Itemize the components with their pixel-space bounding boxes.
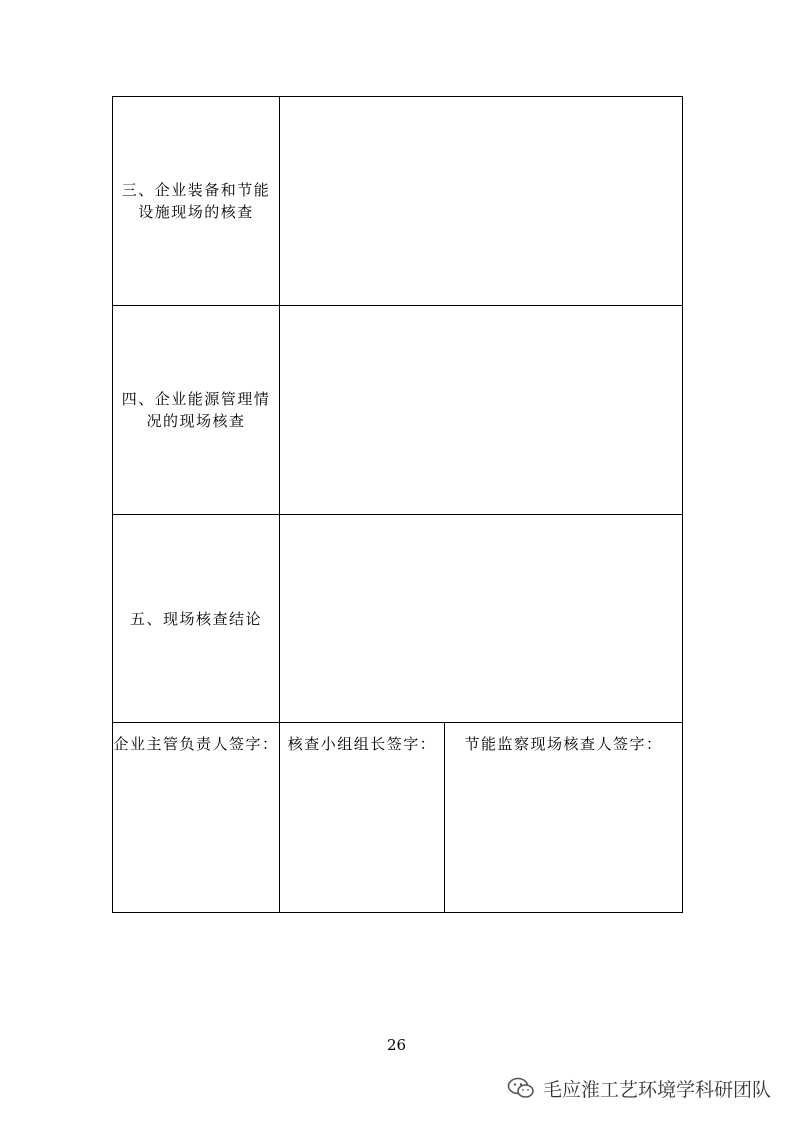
- watermark-text: 毛应淮工艺环境学科研团队: [542, 1078, 771, 1101]
- section-label-cell: [113, 306, 280, 515]
- page-number: 26: [386, 1036, 407, 1054]
- wechat-icon: [507, 1076, 535, 1100]
- inspection-form-table: [112, 96, 683, 913]
- signature-team-leader[interactable]: 核查小组组长签字：: [280, 723, 445, 913]
- section-label-cell: [113, 97, 280, 306]
- section-row-equipment: [113, 97, 683, 306]
- section-row-conclusion: [113, 515, 683, 723]
- section-row-energy-management: [113, 306, 683, 515]
- section-content-energy-management[interactable]: [280, 306, 683, 515]
- watermark: [507, 1074, 771, 1102]
- section-label-conclusion: 五、现场核查结论: [129, 609, 262, 628]
- section-label-equipment: 三、企业装备和节能设施现场的核查: [121, 181, 271, 221]
- section-label-cell: [113, 515, 280, 723]
- signature-row: [113, 723, 683, 913]
- signature-inspector[interactable]: 节能监察现场核查人签字：: [445, 723, 683, 913]
- section-label-energy-management: 四、企业能源管理情况的现场核查: [121, 390, 271, 430]
- section-content-conclusion[interactable]: [280, 515, 683, 723]
- section-content-equipment[interactable]: [280, 97, 683, 306]
- signature-enterprise-head[interactable]: 企业主管负责人签字：: [113, 723, 280, 913]
